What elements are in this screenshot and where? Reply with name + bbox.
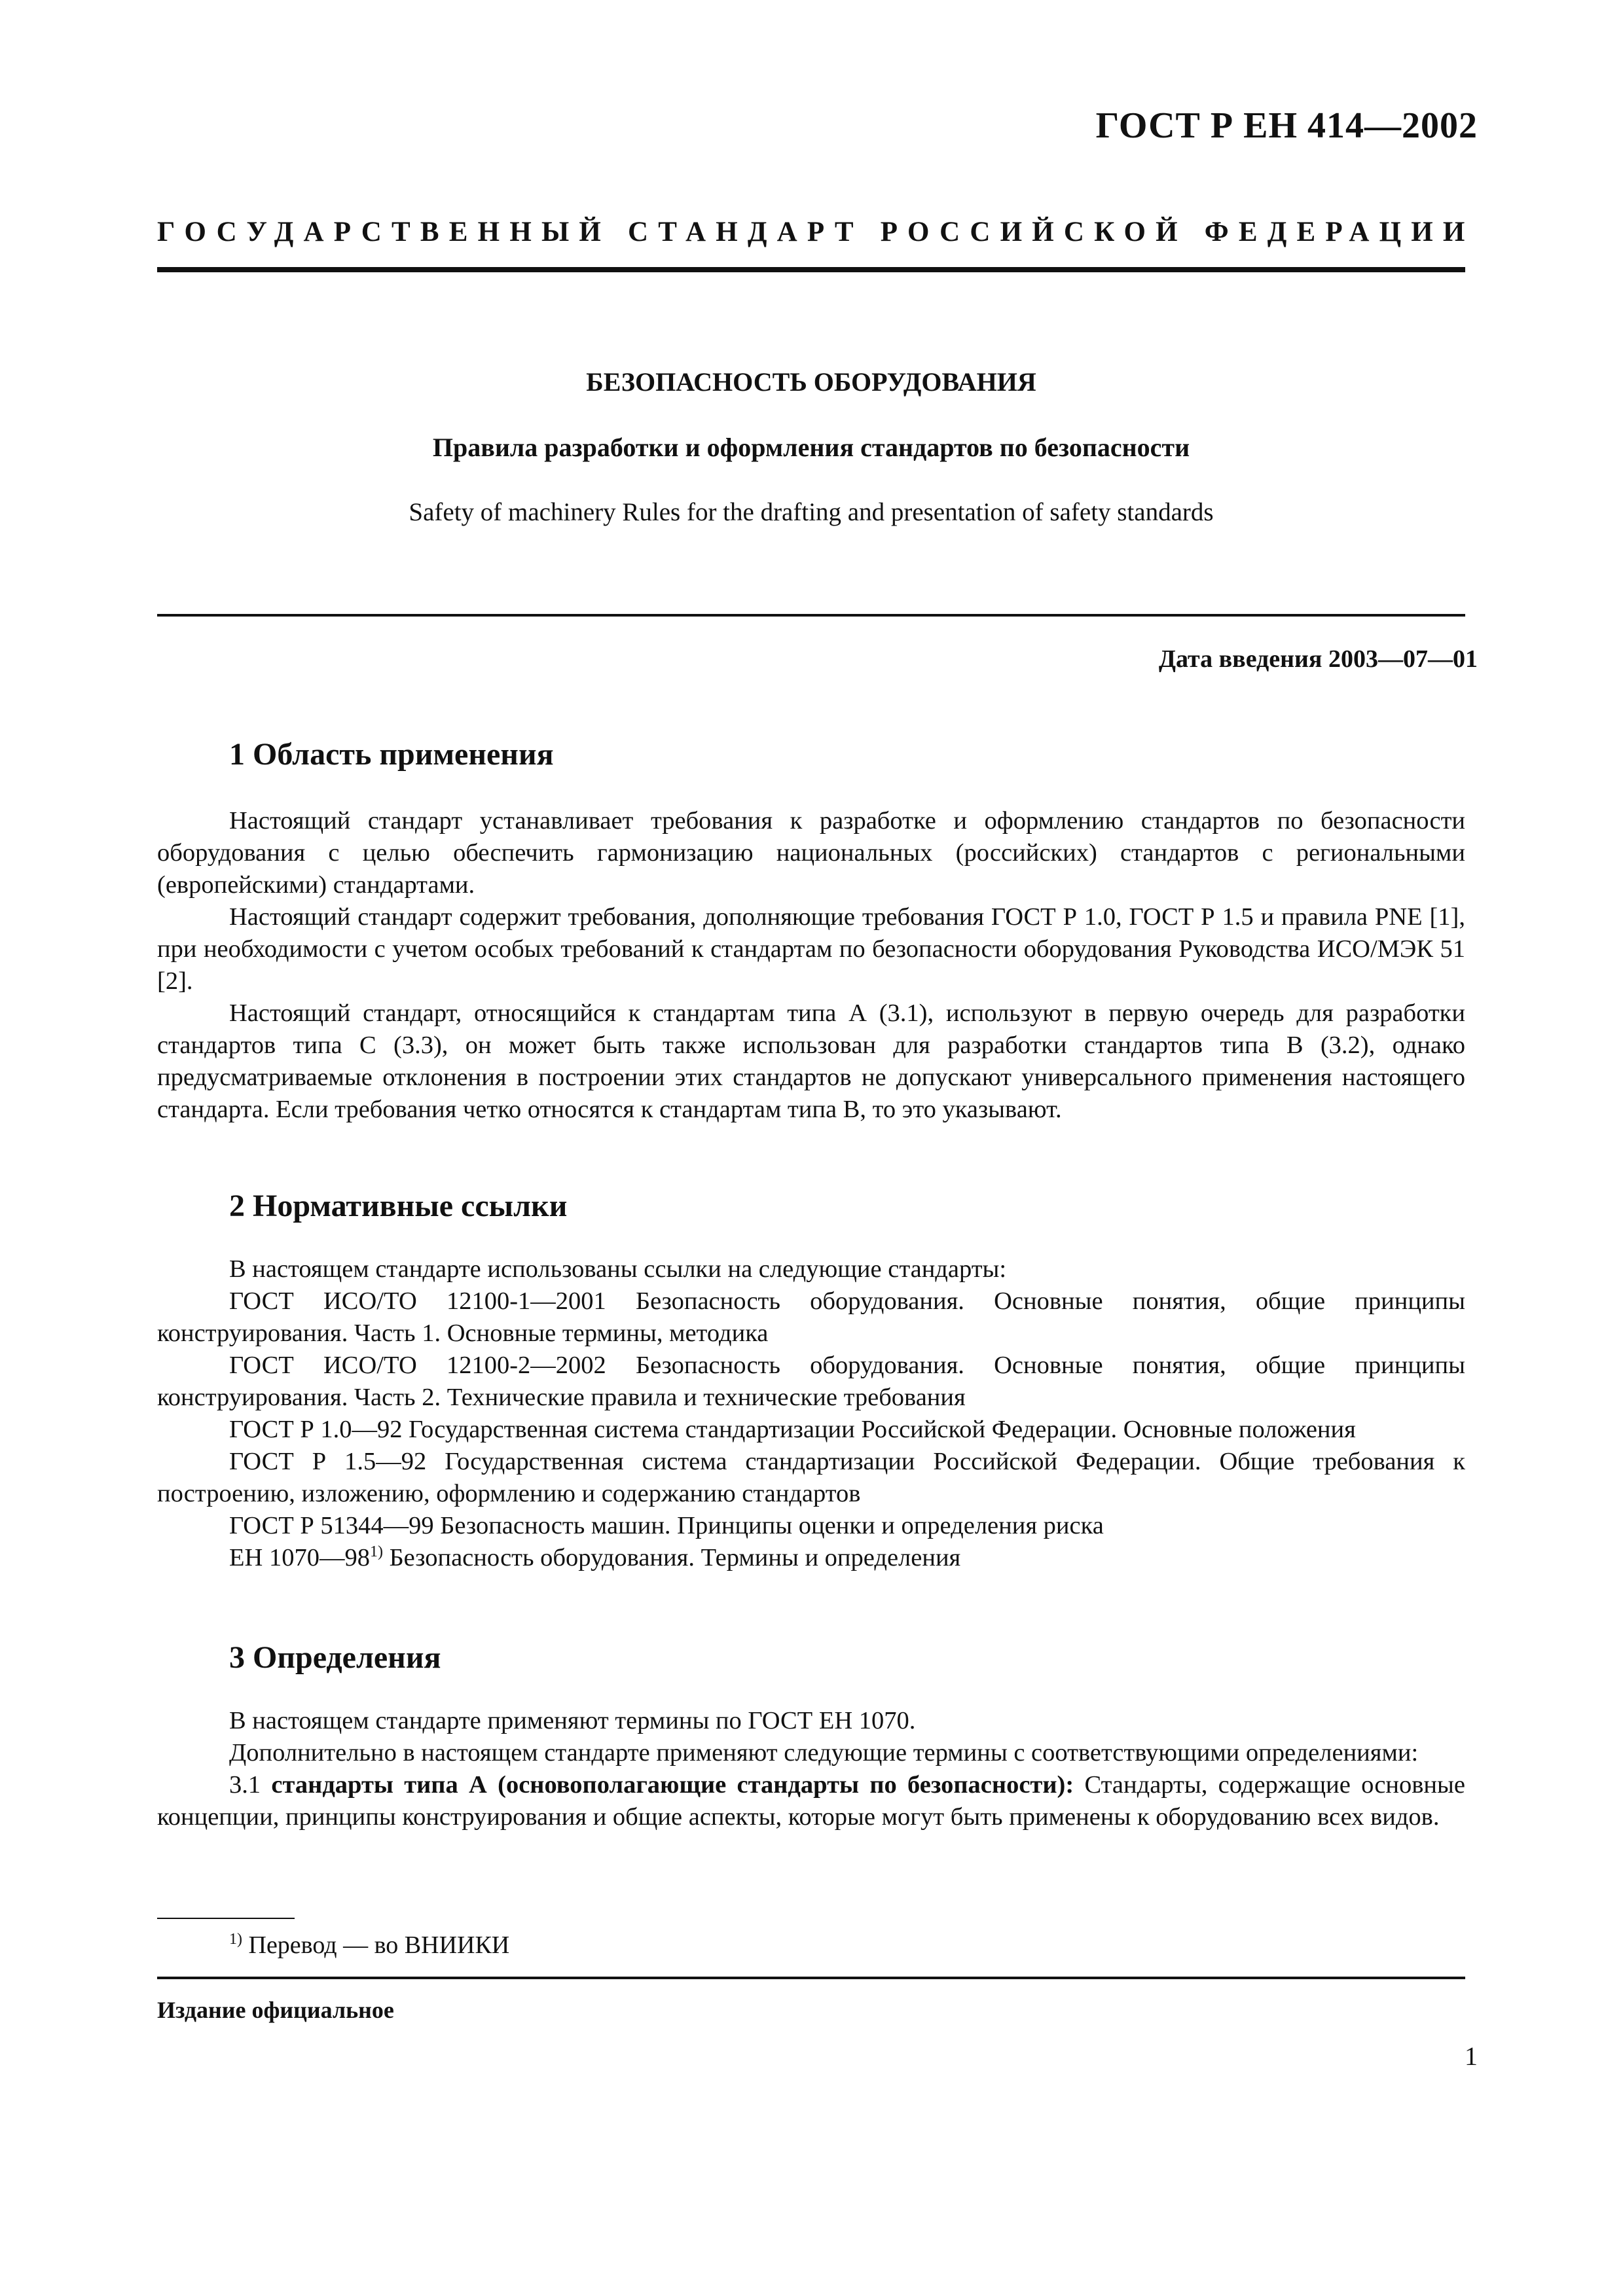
- reference-text: Безопасность оборудования. Термины и определения: [382, 1544, 961, 1571]
- page-number: 1: [1465, 2041, 1478, 2071]
- footnote-mark: 1): [229, 1931, 242, 1948]
- reference-item: ГОСТ Р 1.5—92 Государственная система стандартизации Российской Федерации. Общие требования к построению, изложению, оформлению и содержанию стандартов: [157, 1448, 1465, 1507]
- footnote-text: Перевод — во ВНИИКИ: [242, 1931, 510, 1959]
- section-body-scope: [157, 805, 1465, 1126]
- footnote-mark: 1): [369, 1543, 383, 1560]
- document-title: БЕЗОПАСНОСТЬ ОБОРУДОВАНИЯ: [586, 367, 1036, 397]
- definition-text: Стандарты, содержащие основные концепции, принципы конструирования и общие аспекты, которые могут быть применены к оборудованию всех видов.: [157, 1771, 1465, 1831]
- document-subtitle: Правила разработки и оформления стандартов по безопасности: [432, 433, 1190, 462]
- paragraph: В настоящем стандарте применяют термины по ГОСТ ЕН 1070.: [229, 1707, 916, 1734]
- footnote: [229, 1931, 509, 1960]
- paragraph: Дополнительно в настоящем стандарте применяют следующие термины с соответствующими определениями:: [229, 1739, 1419, 1767]
- reference-item: ГОСТ ИСО/ТО 12100-1—2001 Безопасность оборудования. Основные понятия, общие принципы конструирования. Часть 1. Основные термины, методика: [157, 1287, 1465, 1347]
- reference-item: ГОСТ Р 1.0—92 Государственная система стандартизации Российской Федерации. Основные положения: [229, 1416, 1356, 1443]
- section-body-references: [157, 1253, 1465, 1574]
- reference-code: ЕН 1070—98: [229, 1544, 370, 1571]
- definition-number: 3.1: [229, 1771, 272, 1799]
- paragraph: Настоящий стандарт содержит требования, дополняющие требования ГОСТ Р 1.0, ГОСТ Р 1.5 и правила PNE [1], при необходимости с учетом особых требований к стандартам по безопасности оборудования Руководства ИСО/МЭК 51 [2].: [157, 903, 1465, 995]
- english-title: Safety of machinery Rules for the drafting and presentation of safety standards: [409, 498, 1214, 526]
- edition-label: Издание официальное: [157, 1997, 394, 2023]
- reference-item: ГОСТ Р 51344—99 Безопасность машин. Принципы оценки и определения риска: [229, 1512, 1104, 1539]
- footer-rule: [157, 1977, 1465, 1979]
- section-body-definitions: [157, 1705, 1465, 1833]
- document-number: ГОСТ Р ЕН 414—2002: [1095, 105, 1478, 146]
- footnote-rule: [157, 1918, 295, 1919]
- paragraph: Настоящий стандарт устанавливает требования к разработке и оформлению стандартов по безопасности оборудования с целью обеспечить гармонизацию национальных (российских) стандартов с региональными (европейскими) стандартами.: [157, 807, 1465, 899]
- title-rule: [157, 614, 1465, 617]
- reference-item: ГОСТ ИСО/ТО 12100-2—2002 Безопасность оборудования. Основные понятия, общие принципы конструирования. Часть 2. Технические правила и технические требования: [157, 1352, 1465, 1411]
- paragraph: В настоящем стандарте использованы ссылки на следующие стандарты:: [229, 1255, 1007, 1283]
- header-rule: [157, 267, 1465, 272]
- paragraph: Настоящий стандарт, относящийся к стандартам типа А (3.1), используют в первую очередь для разработки стандартов типа С (3.3), он может быть также использован для разработки стандартов типа В (3.2), однако предусматриваемые отклонения в построении этих стандартов не допускают универсального применения настоящего стандарта. Если требования четко относятся к стандартам типа В, то это указывают.: [157, 999, 1465, 1123]
- section-heading-references: 2 Нормативные ссылки: [229, 1189, 568, 1223]
- section-heading-scope: 1 Область применения: [229, 737, 554, 772]
- section-heading-definitions: 3 Определения: [229, 1640, 441, 1675]
- reference-item: [157, 1542, 1465, 1574]
- state-standard-banner: ГОСУДАРСТВЕННЫЙ СТАНДАРТ РОССИЙСКОЙ ФЕДЕРАЦИИ: [157, 217, 1475, 247]
- definition-term: стандарты типа А (основополагающие стандарты по безопасности):: [271, 1771, 1074, 1799]
- definition-item: [157, 1769, 1465, 1833]
- introduction-date: Дата введения 2003—07—01: [1158, 645, 1478, 673]
